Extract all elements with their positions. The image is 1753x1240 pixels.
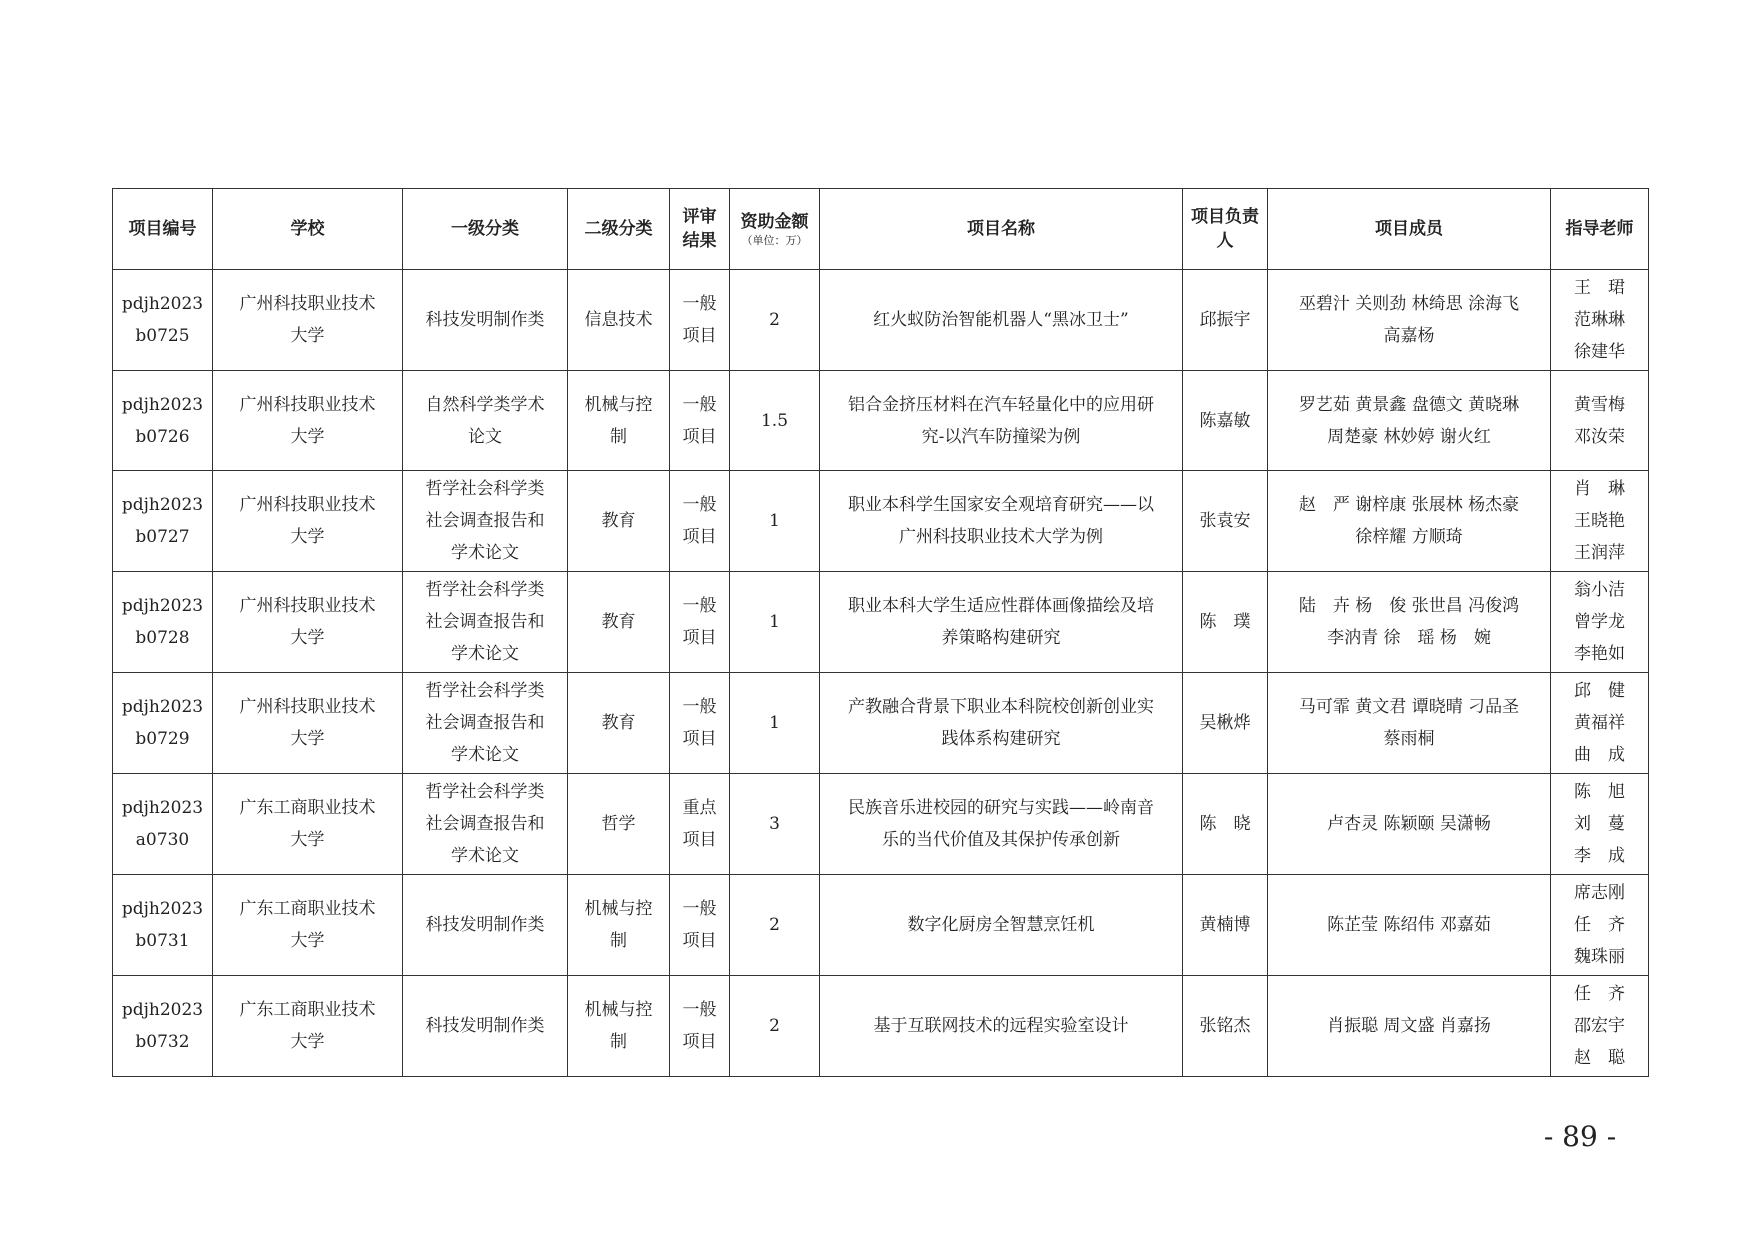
advisor-cell-line: 曾学龙 [1574, 612, 1625, 632]
cat1-cell-line: 哲学社会科学类 [425, 580, 545, 600]
project-name-cell [820, 270, 1183, 371]
page-number: - 89 - [1543, 1120, 1617, 1153]
advisor-cell-line: 曲 成 [1574, 745, 1625, 765]
code-cell [113, 270, 213, 371]
school-cell-line: 大学 [290, 628, 325, 648]
cat1-cell-line: 哲学社会科学类 [425, 681, 545, 701]
code-cell-line: a0730 [135, 830, 190, 850]
code-cell [113, 976, 213, 1077]
advisor-cell-line: 刘 蔓 [1574, 814, 1625, 834]
members-cell-line: 罗艺茹 黄景鑫 盘德文 黄晓琳 [1298, 394, 1520, 415]
advisor-cell [1551, 875, 1649, 976]
table-row [113, 976, 1649, 1077]
code-cell-line: pdjh2023 [121, 697, 204, 717]
code-cell-line: pdjh2023 [121, 495, 204, 515]
cat2-cell [568, 572, 670, 673]
cat2-cell [568, 471, 670, 572]
members-cell-line: 周楚豪 林妙婷 谢火红 [1327, 426, 1491, 447]
project-name-cell [820, 976, 1183, 1077]
advisor-cell [1551, 371, 1649, 471]
school-cell [213, 572, 403, 673]
advisor-cell-line: 邱 健 [1574, 681, 1625, 701]
cat1-cell [403, 673, 568, 774]
cat1-cell [403, 270, 568, 371]
school-cell-line: 广东工商职业技术 [239, 1000, 376, 1020]
members-cell-line: 徐梓耀 方顺琦 [1355, 527, 1463, 547]
school-cell-line: 大学 [290, 729, 325, 749]
code-cell-line: b0728 [135, 628, 190, 648]
result-cell-line: 项目 [682, 729, 717, 749]
table-row [113, 673, 1649, 774]
project-name-cell-line: 职业本科学生国家安全观培育研究——以 [848, 495, 1154, 515]
header-leader: 项目负责人 [1183, 189, 1268, 270]
table-row [113, 270, 1649, 371]
project-name-cell-line: 广州科技职业技术大学为例 [899, 527, 1103, 547]
project-name-cell [820, 371, 1183, 471]
result-cell [670, 572, 730, 673]
code-cell-line: pdjh2023 [121, 1000, 204, 1020]
header-amount [730, 189, 820, 270]
leader-cell: 张铭杰 [1183, 976, 1268, 1077]
table-row [113, 875, 1649, 976]
project-name-cell-line: 基于互联网技术的远程实验室设计 [873, 1016, 1129, 1036]
result-cell-line: 一般 [682, 294, 717, 314]
code-cell-line: b0725 [135, 326, 190, 346]
school-cell [213, 270, 403, 371]
cat2-cell [568, 774, 670, 875]
cat1-cell-line: 社会调查报告和 [425, 814, 545, 834]
cat1-cell-line: 科技发明制作类 [425, 1016, 545, 1036]
project-name-cell-line: 究-以汽车防撞梁为例 [921, 426, 1081, 447]
amount-cell: 1 [730, 572, 820, 673]
cat2-cell-line: 机械与控 [584, 394, 653, 415]
result-cell [670, 270, 730, 371]
code-cell-line: b0731 [135, 931, 190, 951]
amount-cell: 1 [730, 673, 820, 774]
project-name-cell-line: 数字化厨房全智慧烹饪机 [907, 915, 1095, 935]
cat2-cell [568, 673, 670, 774]
result-cell [670, 471, 730, 572]
amount-cell: 2 [730, 270, 820, 371]
code-cell-line: pdjh2023 [121, 294, 204, 314]
cat1-cell-line: 哲学社会科学类 [425, 782, 545, 802]
header-code: 项目编号 [113, 189, 213, 270]
code-cell-line: b0726 [135, 426, 190, 447]
cat1-cell [403, 572, 568, 673]
code-cell-line: pdjh2023 [121, 596, 204, 616]
cat1-cell [403, 976, 568, 1077]
advisor-cell-line: 王润萍 [1574, 543, 1625, 563]
header-name: 项目名称 [820, 189, 1183, 270]
members-cell-line: 肖振聪 周文盛 肖嘉扬 [1327, 1016, 1491, 1036]
table-body [113, 270, 1649, 1077]
leader-cell: 陈 晓 [1183, 774, 1268, 875]
header-advisor: 指导老师 [1551, 189, 1649, 270]
cat1-cell-line: 学术论文 [451, 745, 519, 765]
leader-cell: 黄楠博 [1183, 875, 1268, 976]
amount-cell: 3 [730, 774, 820, 875]
result-cell-line: 项目 [682, 931, 717, 951]
advisor-cell-line: 黄雪梅 [1574, 394, 1625, 415]
school-cell [213, 471, 403, 572]
cat1-cell [403, 774, 568, 875]
amount-cell: 2 [730, 976, 820, 1077]
members-cell [1268, 976, 1551, 1077]
members-cell [1268, 471, 1551, 572]
advisor-cell [1551, 976, 1649, 1077]
header-row [113, 189, 1649, 270]
members-cell [1268, 673, 1551, 774]
project-name-cell-line: 践体系构建研究 [941, 729, 1061, 749]
members-cell [1268, 774, 1551, 875]
code-cell-line: b0732 [135, 1032, 190, 1052]
code-cell [113, 875, 213, 976]
school-cell [213, 875, 403, 976]
advisor-cell-line: 邓汝荣 [1574, 426, 1625, 447]
project-name-cell [820, 572, 1183, 673]
result-cell-line: 项目 [682, 1032, 717, 1052]
members-cell [1268, 371, 1551, 471]
code-cell-line: pdjh2023 [121, 899, 204, 919]
advisor-cell-line: 李 成 [1574, 846, 1625, 866]
school-cell-line: 广州科技职业技术 [239, 294, 376, 314]
cat2-cell-line: 教育 [601, 612, 636, 632]
result-cell-line: 一般 [682, 899, 717, 919]
cat1-cell-line: 学术论文 [451, 644, 519, 664]
advisor-cell-line: 范琳琳 [1574, 310, 1625, 330]
cat2-cell [568, 270, 670, 371]
project-name-cell-line: 民族音乐进校园的研究与实践——岭南音 [848, 798, 1154, 818]
advisor-cell-line: 翁小洁 [1574, 580, 1625, 600]
cat1-cell-line: 社会调查报告和 [425, 612, 545, 632]
project-name-cell-line: 职业本科大学生适应性群体画像描绘及培 [848, 596, 1154, 616]
school-cell-line: 大学 [290, 830, 325, 850]
advisor-cell-line: 邵宏宇 [1574, 1016, 1625, 1036]
advisor-cell-line: 王 珺 [1574, 278, 1625, 298]
cat1-cell [403, 875, 568, 976]
project-name-cell-line: 产教融合背景下职业本科院校创新创业实 [848, 697, 1154, 717]
advisor-cell-line: 李艳如 [1574, 644, 1625, 664]
cat1-cell-line: 科技发明制作类 [425, 310, 545, 330]
leader-cell: 陈 璞 [1183, 572, 1268, 673]
project-table [112, 188, 1649, 1077]
cat1-cell-line: 社会调查报告和 [425, 511, 545, 531]
cat1-cell-line: 科技发明制作类 [425, 915, 545, 935]
header-amount-label: 资助金额 [740, 212, 809, 232]
header-school: 学校 [213, 189, 403, 270]
leader-cell: 陈嘉敏 [1183, 371, 1268, 471]
code-cell [113, 572, 213, 673]
school-cell [213, 774, 403, 875]
members-cell-line: 蔡雨桐 [1383, 729, 1435, 749]
cat1-cell-line: 学术论文 [451, 543, 519, 563]
cat2-cell-line: 制 [610, 426, 627, 447]
result-cell [670, 976, 730, 1077]
header-result: 评审结果 [670, 189, 730, 270]
result-cell [670, 673, 730, 774]
result-cell-line: 项目 [682, 527, 717, 547]
cat2-cell-line: 制 [610, 1032, 627, 1052]
cat1-cell-line: 自然科学类学术 [425, 394, 545, 415]
cat1-cell-line: 学术论文 [451, 846, 519, 866]
advisor-cell-line: 魏珠丽 [1574, 947, 1625, 967]
school-cell-line: 广州科技职业技术 [239, 394, 376, 415]
code-cell-line: pdjh2023 [121, 798, 204, 818]
result-cell-line: 一般 [682, 394, 717, 415]
advisor-cell-line: 任 齐 [1574, 984, 1625, 1004]
advisor-cell [1551, 270, 1649, 371]
project-name-cell-line: 铝合金挤压材料在汽车轻量化中的应用研 [848, 394, 1154, 415]
cat1-cell-line: 社会调查报告和 [425, 713, 545, 733]
advisor-cell-line: 黄福祥 [1574, 713, 1625, 733]
school-cell [213, 976, 403, 1077]
project-name-cell [820, 673, 1183, 774]
cat2-cell-line: 制 [610, 931, 627, 951]
advisor-cell-line: 席志刚 [1574, 883, 1625, 903]
advisor-cell [1551, 572, 1649, 673]
header-cat2: 二级分类 [568, 189, 670, 270]
members-cell [1268, 270, 1551, 371]
school-cell-line: 大学 [290, 326, 325, 346]
result-cell-line: 项目 [682, 830, 717, 850]
advisor-cell-line: 肖 琳 [1574, 479, 1625, 499]
cat2-cell [568, 875, 670, 976]
table-row [113, 471, 1649, 572]
header-members: 项目成员 [1268, 189, 1551, 270]
leader-cell: 邱振宇 [1183, 270, 1268, 371]
school-cell-line: 大学 [290, 931, 325, 951]
advisor-cell-line: 徐建华 [1574, 342, 1625, 362]
project-name-cell-line: 养策略构建研究 [941, 628, 1061, 648]
leader-cell: 张袁安 [1183, 471, 1268, 572]
cat2-cell-line: 教育 [601, 511, 636, 531]
result-cell [670, 371, 730, 471]
header-cat1: 一级分类 [403, 189, 568, 270]
cat2-cell-line: 教育 [601, 713, 636, 733]
members-cell [1268, 572, 1551, 673]
cat1-cell [403, 471, 568, 572]
school-cell [213, 673, 403, 774]
cat2-cell [568, 976, 670, 1077]
code-cell [113, 673, 213, 774]
amount-cell: 1.5 [730, 371, 820, 471]
cat1-cell [403, 371, 568, 471]
cat1-cell-line: 论文 [468, 426, 502, 447]
cat1-cell-line: 哲学社会科学类 [425, 479, 545, 499]
cat2-cell-line: 机械与控 [584, 1000, 653, 1020]
code-cell [113, 371, 213, 471]
school-cell-line: 广东工商职业技术 [239, 899, 376, 919]
leader-cell: 吴楸烨 [1183, 673, 1268, 774]
advisor-cell [1551, 471, 1649, 572]
advisor-cell-line: 王晓艳 [1574, 511, 1625, 531]
school-cell-line: 广州科技职业技术 [239, 596, 376, 616]
cat2-cell-line: 信息技术 [584, 310, 653, 330]
project-name-cell [820, 875, 1183, 976]
table-row [113, 572, 1649, 673]
members-cell-line: 陈芷莹 陈绍伟 邓嘉茹 [1327, 915, 1491, 935]
members-cell-line: 高嘉杨 [1383, 326, 1435, 346]
result-cell-line: 项目 [682, 628, 717, 648]
cat2-cell-line: 机械与控 [584, 899, 653, 919]
table-row [113, 774, 1649, 875]
members-cell [1268, 875, 1551, 976]
advisor-cell [1551, 673, 1649, 774]
result-cell-line: 重点 [682, 798, 717, 818]
members-cell-line: 陆 卉 杨 俊 张世昌 冯俊鸿 [1298, 596, 1520, 616]
school-cell-line: 广州科技职业技术 [239, 697, 376, 717]
result-cell [670, 774, 730, 875]
result-cell-line: 项目 [682, 426, 717, 447]
members-cell-line: 卢杏灵 陈颖颐 吴潇畅 [1327, 814, 1491, 834]
cat2-cell-line: 哲学 [601, 814, 636, 834]
school-cell-line: 大学 [290, 527, 325, 547]
members-cell-line: 李汭青 徐 瑶 杨 婉 [1327, 628, 1491, 648]
amount-cell: 1 [730, 471, 820, 572]
advisor-cell-line: 赵 聪 [1574, 1048, 1625, 1068]
advisor-cell-line: 任 齐 [1574, 915, 1625, 935]
project-name-cell [820, 774, 1183, 875]
code-cell-line: b0727 [135, 527, 190, 547]
code-cell-line: pdjh2023 [121, 394, 204, 415]
code-cell-line: b0729 [135, 729, 190, 749]
result-cell-line: 一般 [682, 596, 717, 616]
members-cell-line: 赵 严 谢梓康 张展林 杨杰豪 [1298, 495, 1520, 515]
school-cell [213, 371, 403, 471]
cat2-cell [568, 371, 670, 471]
project-name-cell-line: 红火蚁防治智能机器人“黑冰卫士” [873, 310, 1129, 330]
advisor-cell-line: 陈 旭 [1574, 782, 1625, 802]
code-cell [113, 471, 213, 572]
school-cell-line: 广东工商职业技术 [239, 798, 376, 818]
members-cell-line: 马可霏 黄文君 谭晓晴 刁品圣 [1298, 697, 1520, 717]
project-name-cell [820, 471, 1183, 572]
result-cell-line: 一般 [682, 1000, 717, 1020]
header-amount-unit: （单位：万） [741, 234, 808, 247]
result-cell-line: 一般 [682, 495, 717, 515]
result-cell-line: 项目 [682, 326, 717, 346]
school-cell-line: 大学 [290, 426, 325, 447]
members-cell-line: 巫碧汁 关则劲 林绮思 涂海飞 [1298, 294, 1520, 314]
result-cell [670, 875, 730, 976]
school-cell-line: 大学 [290, 1032, 325, 1052]
table-row [113, 371, 1649, 471]
code-cell [113, 774, 213, 875]
amount-cell: 2 [730, 875, 820, 976]
school-cell-line: 广州科技职业技术 [239, 495, 376, 515]
result-cell-line: 一般 [682, 697, 717, 717]
advisor-cell [1551, 774, 1649, 875]
project-name-cell-line: 乐的当代价值及其保护传承创新 [882, 830, 1120, 850]
